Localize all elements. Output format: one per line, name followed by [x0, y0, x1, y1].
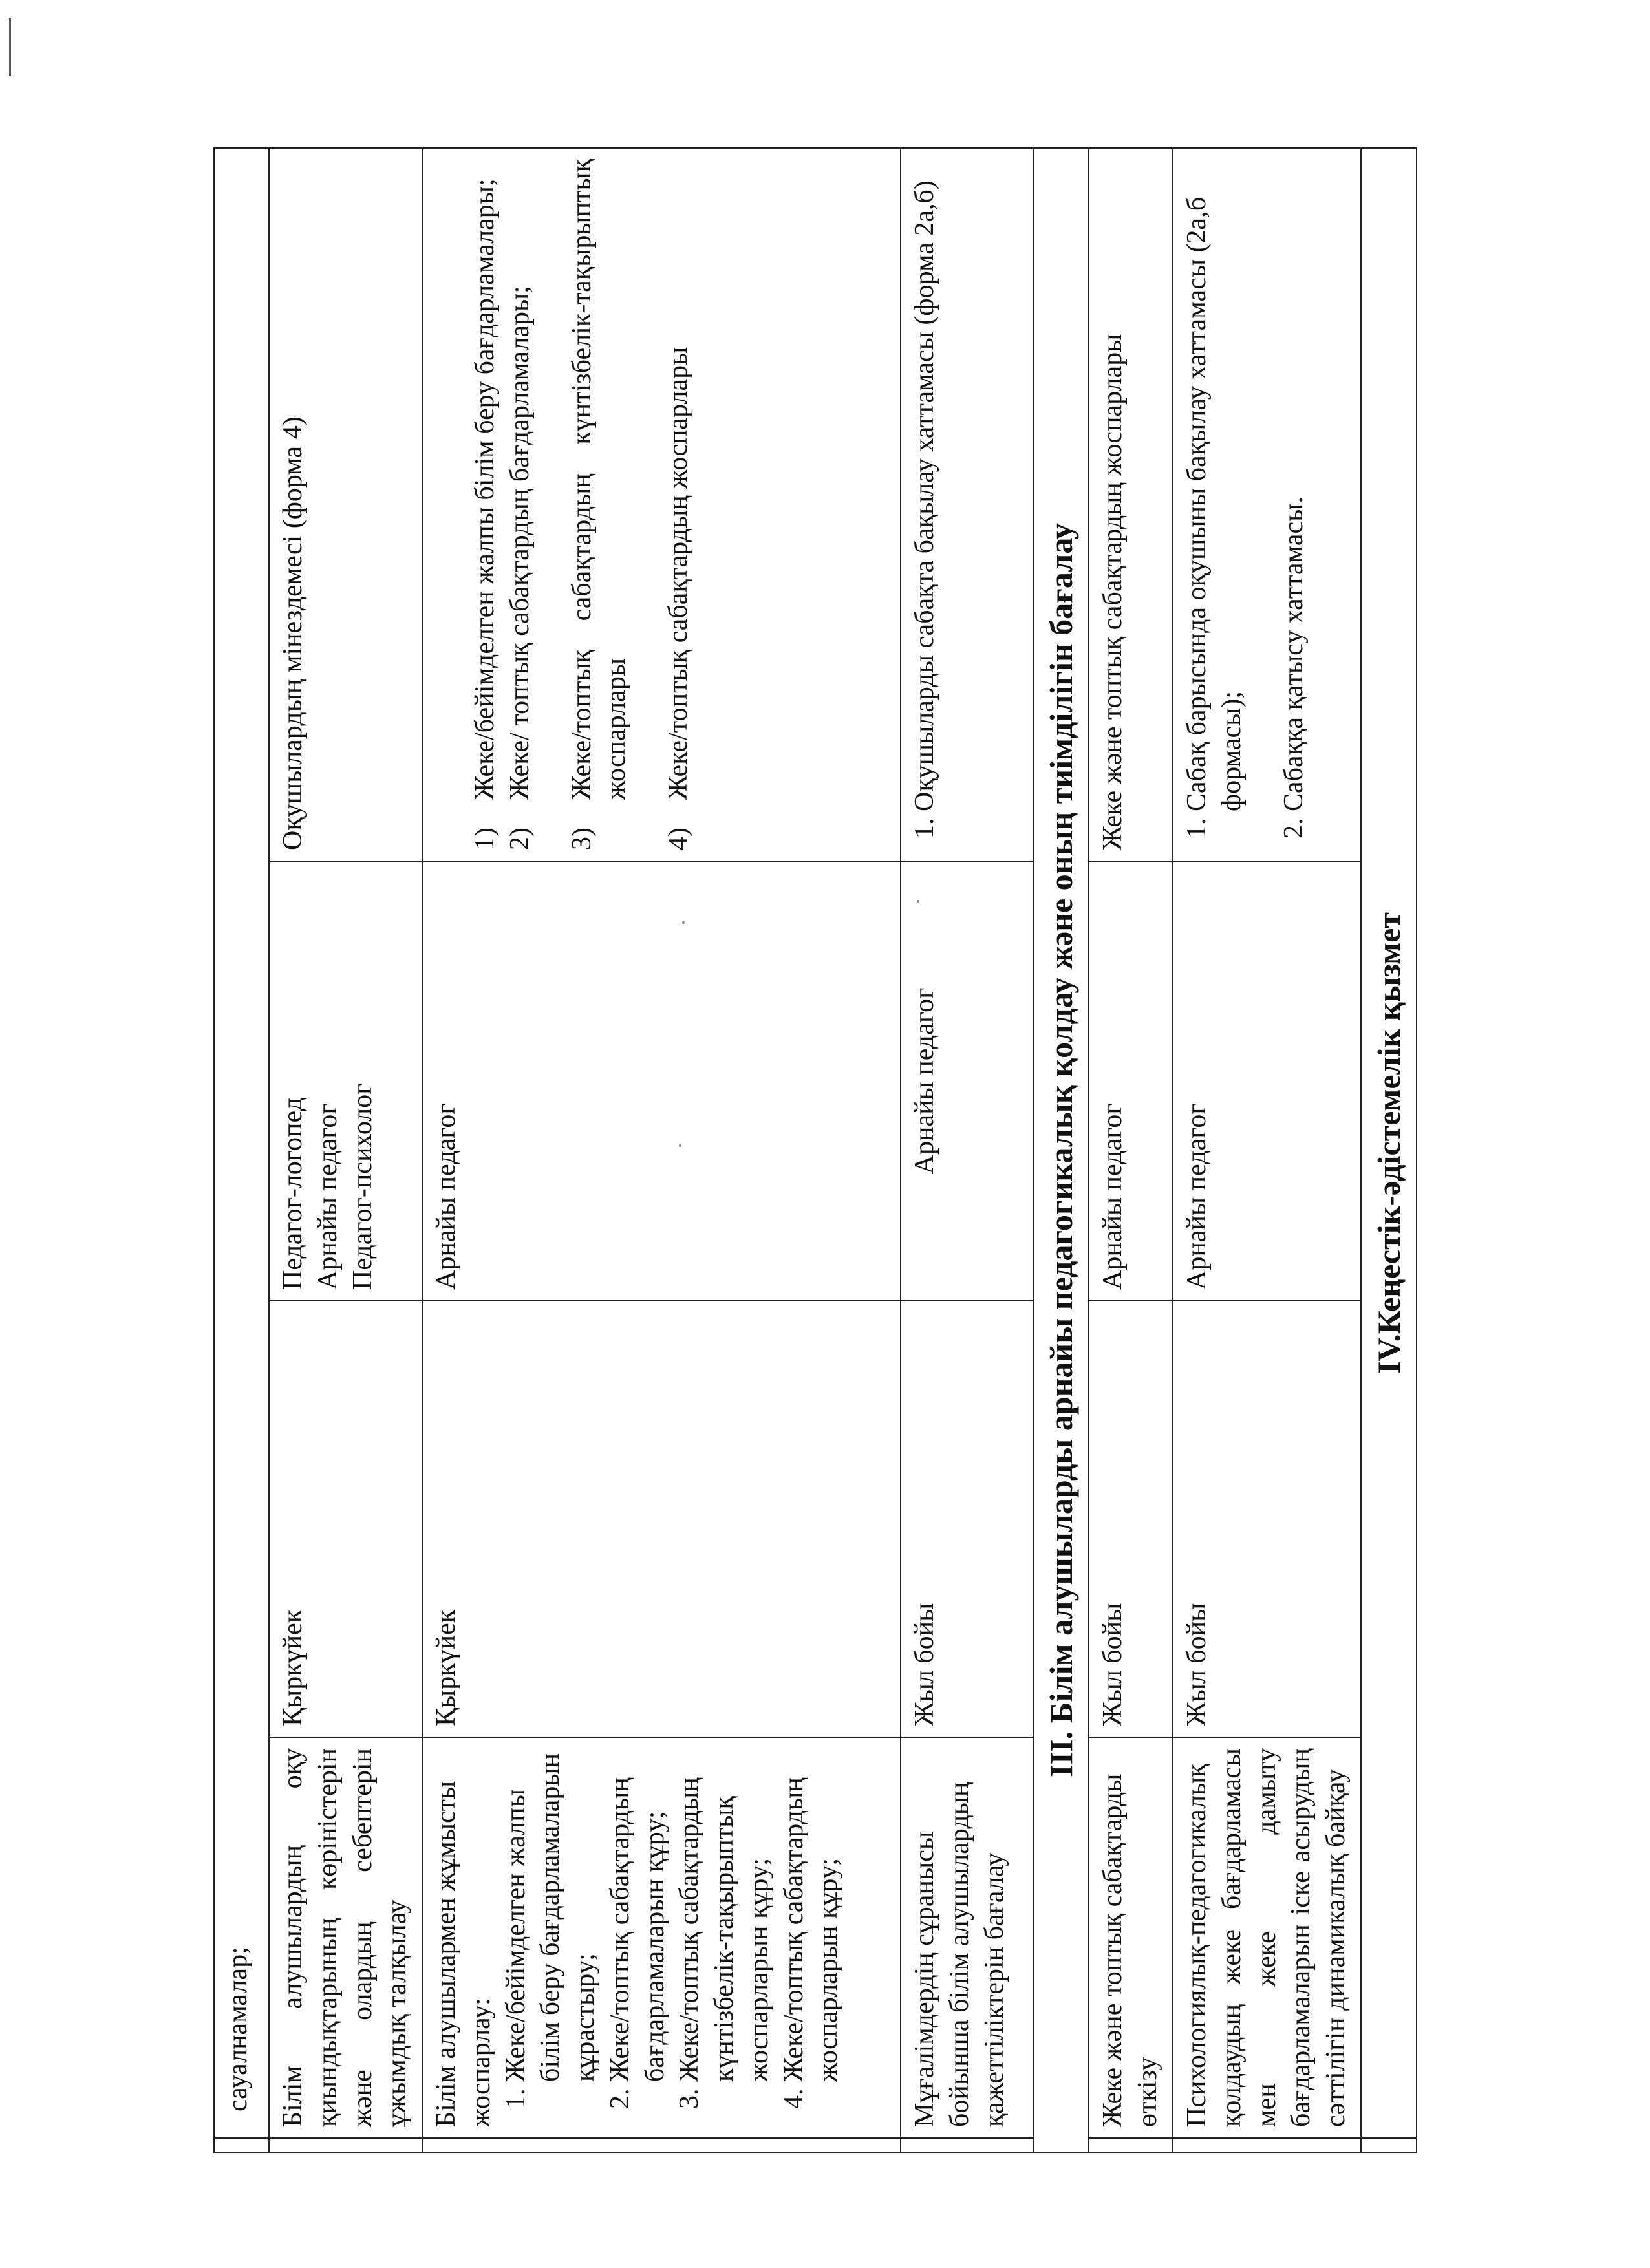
list-marker: 2)	[504, 828, 535, 850]
responsible-text: Педагог-логопед	[278, 1097, 308, 1290]
result-cell	[1173, 148, 1361, 861]
result-text: Оқушылардың мінездемесі (форма 4)	[278, 416, 308, 850]
list-item	[503, 159, 538, 850]
term-cell	[1089, 1301, 1173, 1737]
table-row	[1173, 148, 1361, 2152]
task-text: Мұғалімдердің сұранысы бойынша білім алушылардың қажеттіліктерін бағалау	[910, 1782, 1009, 2127]
list-text: Жеке/топтық сабақтардың жоспарлары	[663, 347, 693, 800]
result-list	[908, 159, 943, 850]
responsible-text: Арнайы педагог	[431, 1103, 461, 1290]
number-cell	[1361, 2138, 1417, 2152]
result-cell	[269, 148, 422, 861]
section-title	[1361, 148, 1417, 2138]
task-cell	[422, 1737, 901, 2138]
responsible-text: Педагог-психолог	[347, 1083, 378, 1290]
section-heading: ІІІ. Білім алушыларды арнайы педагогикалық қолдау және оның тиімділігін бағалау	[1043, 523, 1079, 1777]
list-item: 1. Оқушыларды сабақта бақылау хаттамасы (форма 2а,б)	[908, 159, 943, 811]
list-marker: 3)	[566, 828, 597, 850]
responsible-cell	[1089, 861, 1173, 1301]
list-marker: 1)	[470, 828, 500, 850]
term-text: Жыл бойы	[1098, 1603, 1128, 1726]
number-cell	[1173, 2138, 1361, 2152]
result-cell	[901, 148, 1033, 861]
number-cell	[1089, 2138, 1173, 2152]
section-heading: IV.Кеңестік-әдістемелік қызмет	[1370, 912, 1407, 1374]
scan-edge-mark	[9, 18, 11, 76]
responsible-cell	[1173, 861, 1361, 1301]
list-item: 2. Жеке/топтық сабақтардың бағдарламаларын құру;	[603, 1748, 673, 2082]
rotated-page	[213, 149, 1494, 2153]
list-item	[468, 159, 503, 850]
number-cell	[269, 2138, 422, 2152]
term-cell	[901, 1301, 1033, 1737]
section-row	[1361, 148, 1417, 2152]
list-marker: 4)	[663, 828, 693, 850]
task-intro: Білім алушылармен жұмысты жоспарлау:	[431, 1781, 496, 2127]
responsible-text: Арнайы педагог	[1182, 1103, 1212, 1290]
task-cell	[1173, 1737, 1361, 2138]
section-row	[1033, 148, 1089, 2152]
result-list	[468, 159, 696, 850]
table-row	[422, 148, 901, 2152]
task-text: сауалнамалар;	[223, 1947, 253, 2112]
task-text: Психологиялық-педагогикалық қолдаудың жеке бағдарламасы мен жеке дамыту бағдарламаларын іске асырудың сәттілігін динамикалық байқау	[1182, 1748, 1351, 2127]
result-list	[1180, 159, 1311, 850]
list-text: Жеке/ топтық сабақтардың бағдарламалары;	[504, 286, 535, 800]
task-text: Жеке және топтық сабақтарды өткізу	[1098, 1773, 1162, 2127]
number-cell	[422, 2138, 901, 2152]
task-list	[499, 1748, 847, 2127]
term-cell	[269, 1301, 422, 1737]
list-item: 2. Сабаққа қатысу хаттамасы.	[1277, 159, 1312, 811]
table-row	[901, 148, 1033, 2152]
term-text: Қыркүйек	[431, 1609, 461, 1726]
task-text: Білім алушылардың оқу қиындықтарының көріністерін және олардың себептерін ұжымдық талқылау	[278, 1748, 412, 2127]
task-cell	[901, 1737, 1033, 2138]
task-cell	[214, 148, 269, 2138]
list-text: Жеке/топтық сабақтардың күнтізбелік-тақырыптық жоспарлары	[566, 158, 632, 800]
list-item	[661, 159, 696, 850]
plan-table	[213, 147, 1417, 2153]
task-cell	[269, 1737, 422, 2138]
result-cell	[1089, 148, 1173, 861]
term-cell	[1173, 1301, 1361, 1737]
responsible-text: Арнайы педагог	[312, 1103, 343, 1290]
term-text: Жыл бойы	[1182, 1603, 1212, 1726]
list-item: 4. Жеке/топтық сабақтардың жоспарларын құру;	[777, 1748, 847, 2082]
term-text: Қыркүйек	[278, 1609, 308, 1726]
list-item: 1. Сабақ барысында оқушыны бақылау хаттамасы (2а,б формасы);	[1180, 159, 1250, 811]
table-row	[214, 148, 269, 2152]
result-text: Жеке және топтық сабақтардың жоспарлары	[1098, 334, 1128, 850]
list-text: Жеке/бейімделген жалпы білім беру бағдарламалары;	[470, 178, 500, 800]
responsible-cell	[269, 861, 422, 1301]
term-cell	[422, 1301, 901, 1737]
section-title	[1033, 148, 1089, 2152]
task-cell	[1089, 1737, 1173, 2138]
responsible-text: Арнайы педагог	[1098, 1103, 1128, 1290]
number-cell	[214, 2138, 269, 2152]
responsible-cell	[422, 861, 901, 1301]
number-cell	[901, 2138, 1033, 2152]
table-row	[1089, 148, 1173, 2152]
table-row	[269, 148, 422, 2152]
result-cell	[422, 148, 901, 861]
responsible-text: Арнайы педагог	[910, 987, 939, 1175]
term-text: Жыл бойы	[910, 1603, 939, 1726]
list-item	[565, 159, 635, 850]
list-item: 1. Жеке/бейімделген жалпы білім беру бағдарламаларын құрастыру;	[499, 1748, 603, 2082]
list-item: 3. Жеке/топтық сабақтардың күнтізбелік-тақырыптық жоспарларын құру;	[672, 1748, 777, 2082]
responsible-cell	[901, 861, 1033, 1301]
